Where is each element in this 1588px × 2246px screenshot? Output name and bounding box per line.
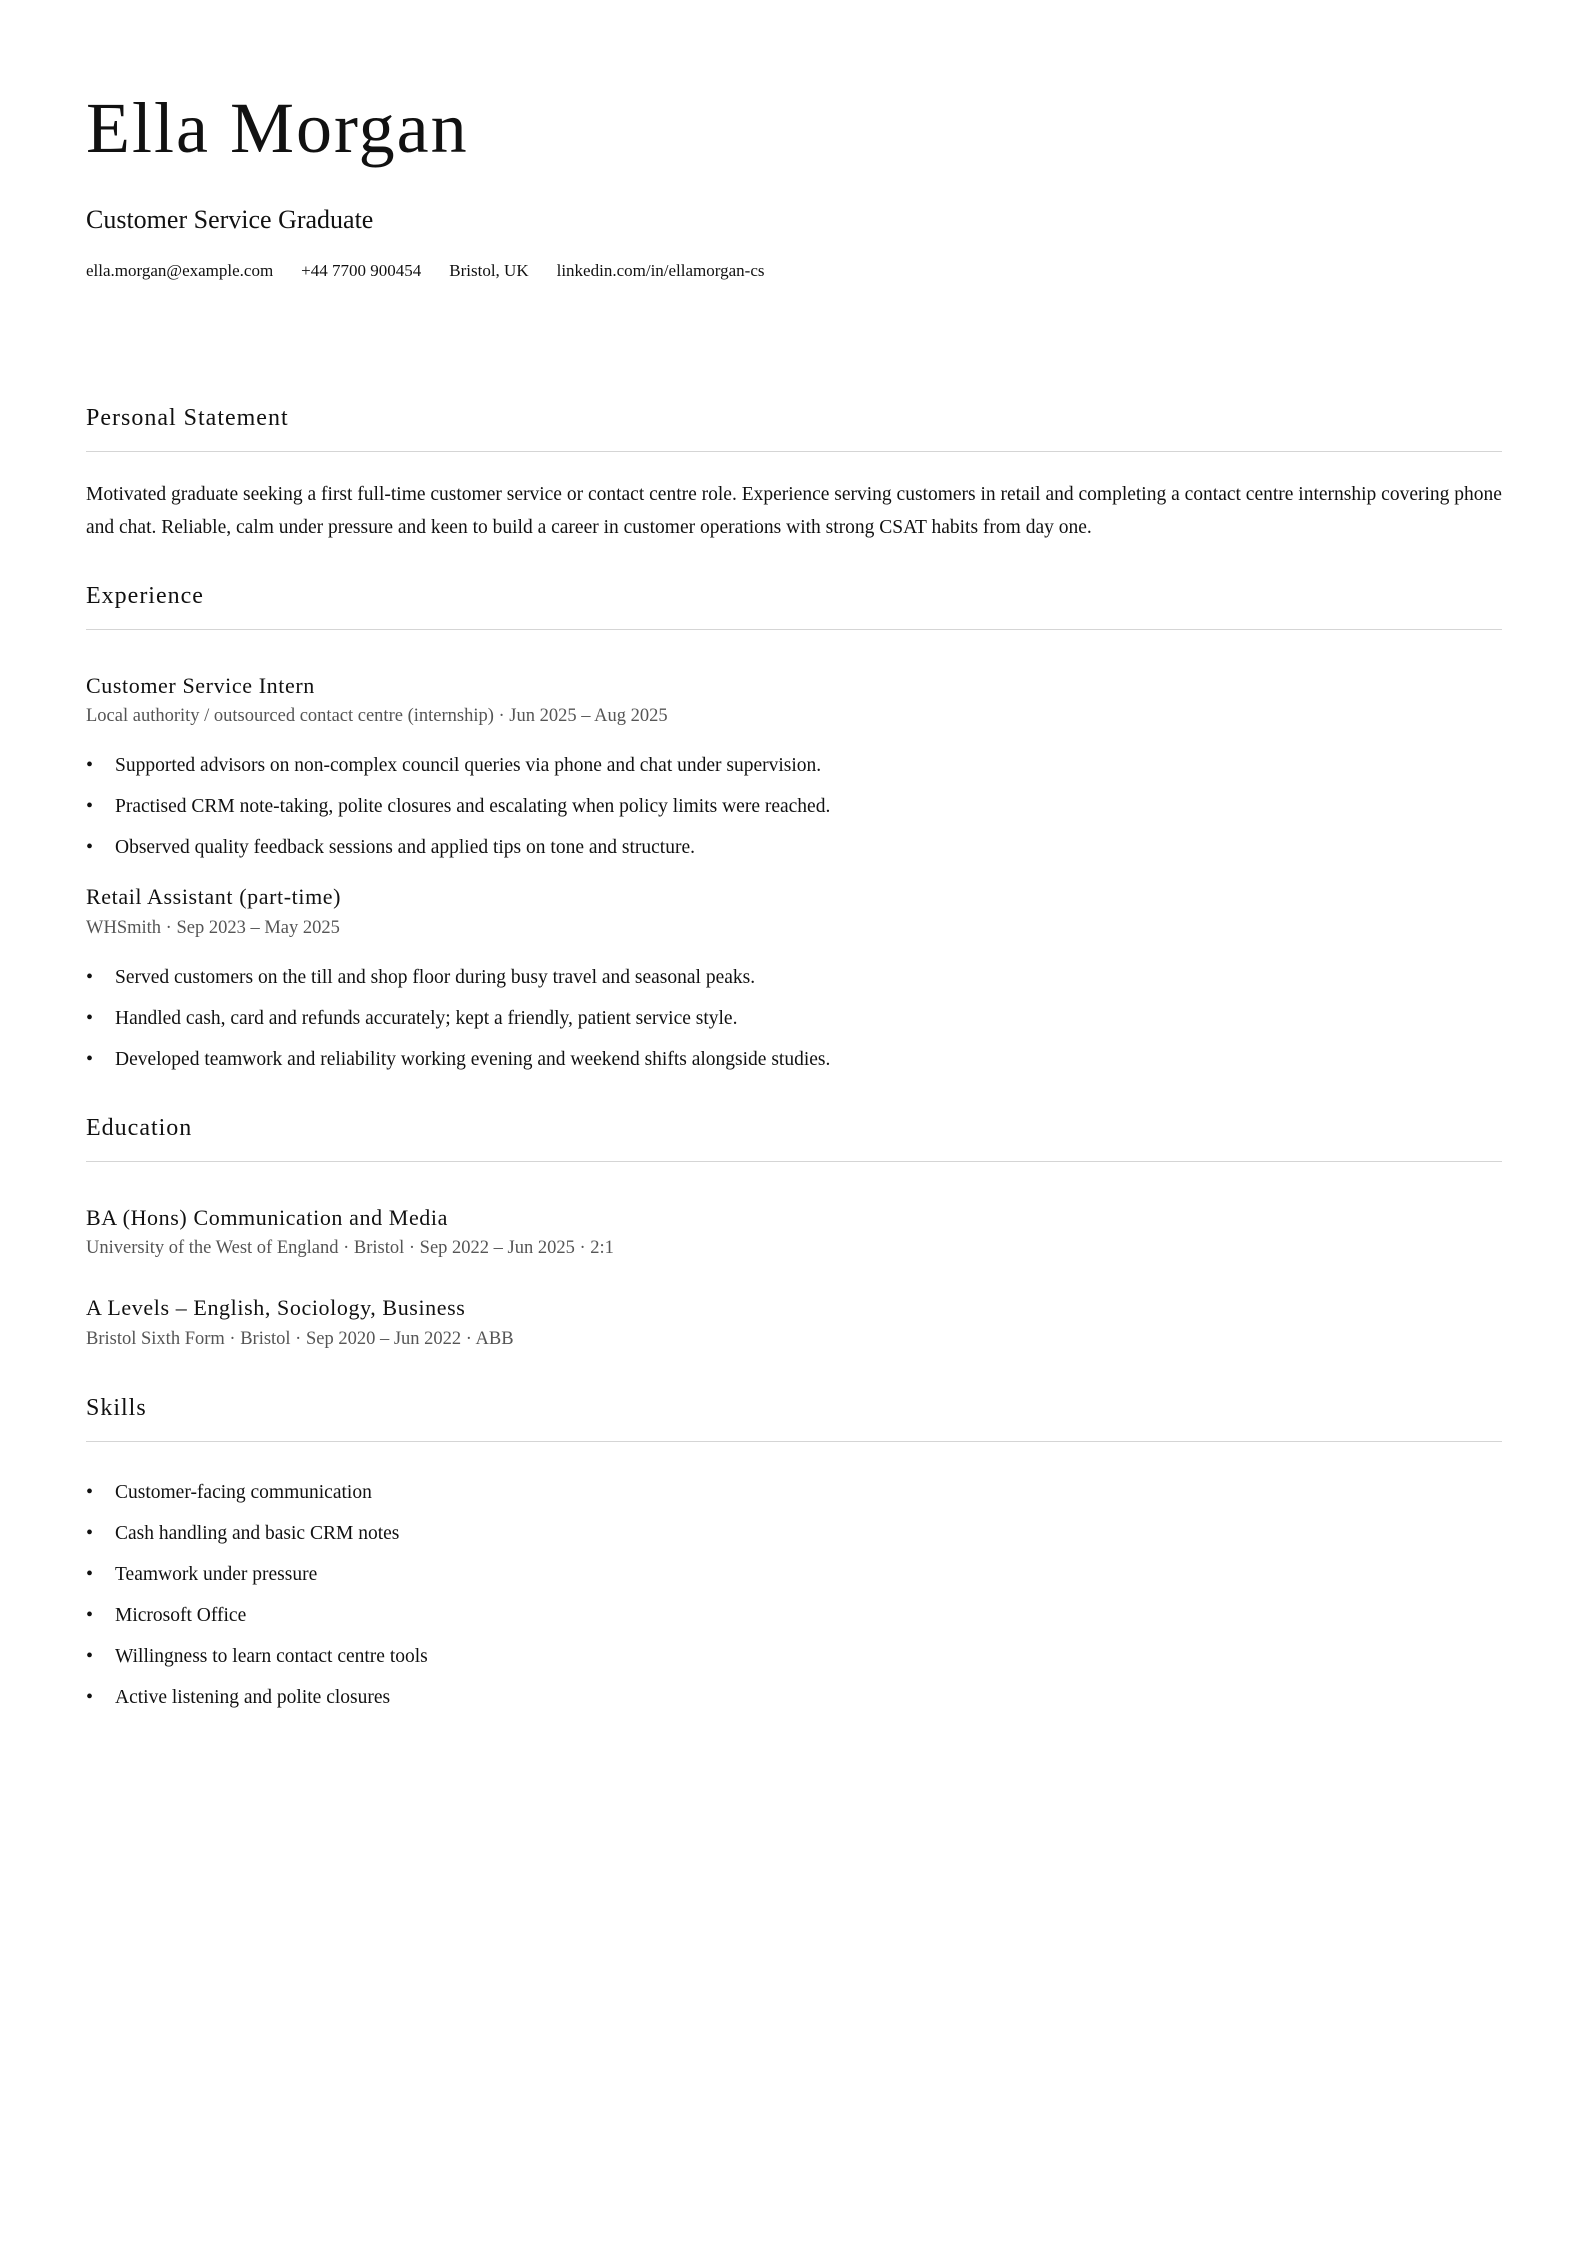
contact-line — [86, 261, 1502, 281]
section-divider — [86, 451, 1502, 452]
section-divider — [86, 1441, 1502, 1442]
job-bullet: • Practised CRM note-taking, polite closures and escalating when policy limits were reached. — [86, 786, 1502, 827]
education-meta: Bristol Sixth Form · Bristol · Sep 2020 – Jun 2022 · ABB — [86, 1328, 514, 1349]
skill-item: • Active listening and polite closures — [86, 1677, 1502, 1718]
section-divider — [86, 629, 1502, 630]
personal-statement-section — [86, 404, 1502, 544]
skill-item: • Microsoft Office — [86, 1595, 1502, 1636]
section-title-experience: Experience — [86, 582, 204, 609]
section-title-skills: Skills — [86, 1394, 147, 1421]
candidate-name: Ella Morgan — [86, 88, 469, 168]
education-section — [86, 1114, 1502, 1350]
education-title: A Levels – English, Sociology, Business — [86, 1295, 466, 1321]
job-bullet: • Supported advisors on non-complex council queries via phone and chat under supervision. — [86, 745, 1502, 786]
candidate-tagline: Customer Service Graduate — [86, 205, 374, 234]
contact-location: Bristol, UK — [449, 261, 529, 281]
job-entry — [86, 673, 1502, 869]
contact-phone: +44 7700 900454 — [301, 261, 422, 281]
job-meta: Local authority / outsourced contact centre (internship) · Jun 2025 – Aug 2025 — [86, 706, 668, 727]
skills-list — [86, 1472, 1502, 1718]
job-bullet: • Developed teamwork and reliability working evening and weekend shifts alongside studies. — [86, 1039, 1502, 1080]
job-entry — [86, 884, 1502, 1080]
skill-item: • Cash handling and basic CRM notes — [86, 1513, 1502, 1554]
skills-section — [86, 1394, 1502, 1718]
skill-item: • Teamwork under pressure — [86, 1554, 1502, 1595]
section-title-education: Education — [86, 1114, 193, 1141]
contact-linkedin: linkedin.com/in/ellamorgan-cs — [556, 261, 765, 281]
education-entry — [86, 1295, 1502, 1350]
job-meta: WHSmith · Sep 2023 – May 2025 — [86, 917, 340, 938]
job-bullet: • Served customers on the till and shop floor during busy travel and seasonal peaks. — [86, 957, 1502, 998]
job-title: Customer Service Intern — [86, 672, 315, 698]
resume-header — [86, 0, 1502, 281]
job-bullet: • Handled cash, card and refunds accurately; kept a friendly, patient service style. — [86, 998, 1502, 1039]
job-bullets — [86, 957, 1502, 1080]
job-title: Retail Assistant (part-time) — [86, 884, 342, 910]
education-meta: University of the West of England · Bristol · Sep 2022 – Jun 2025 · 2:1 — [86, 1238, 614, 1259]
experience-section — [86, 582, 1502, 1080]
contact-email: ella.morgan@example.com — [86, 261, 274, 281]
education-title: BA (Hons) Communication and Media — [86, 1204, 448, 1230]
job-bullets — [86, 745, 1502, 868]
skill-item: • Customer-facing communication — [86, 1472, 1502, 1513]
section-divider — [86, 1161, 1502, 1162]
section-title-personal-statement: Personal Statement — [86, 405, 289, 432]
job-bullet: • Observed quality feedback sessions and applied tips on tone and structure. — [86, 827, 1502, 868]
education-entry — [86, 1205, 1502, 1260]
skill-item: • Willingness to learn contact centre tools — [86, 1636, 1502, 1677]
personal-statement-text: Motivated graduate seeking a first full-time customer service or contact centre role. Experience serving customers in retail and completing a contact centre internship covering phone and chat. Reliable, calm under pressure and keen to build a career in customer operations with strong CSAT habits from day one. — [86, 483, 1502, 538]
